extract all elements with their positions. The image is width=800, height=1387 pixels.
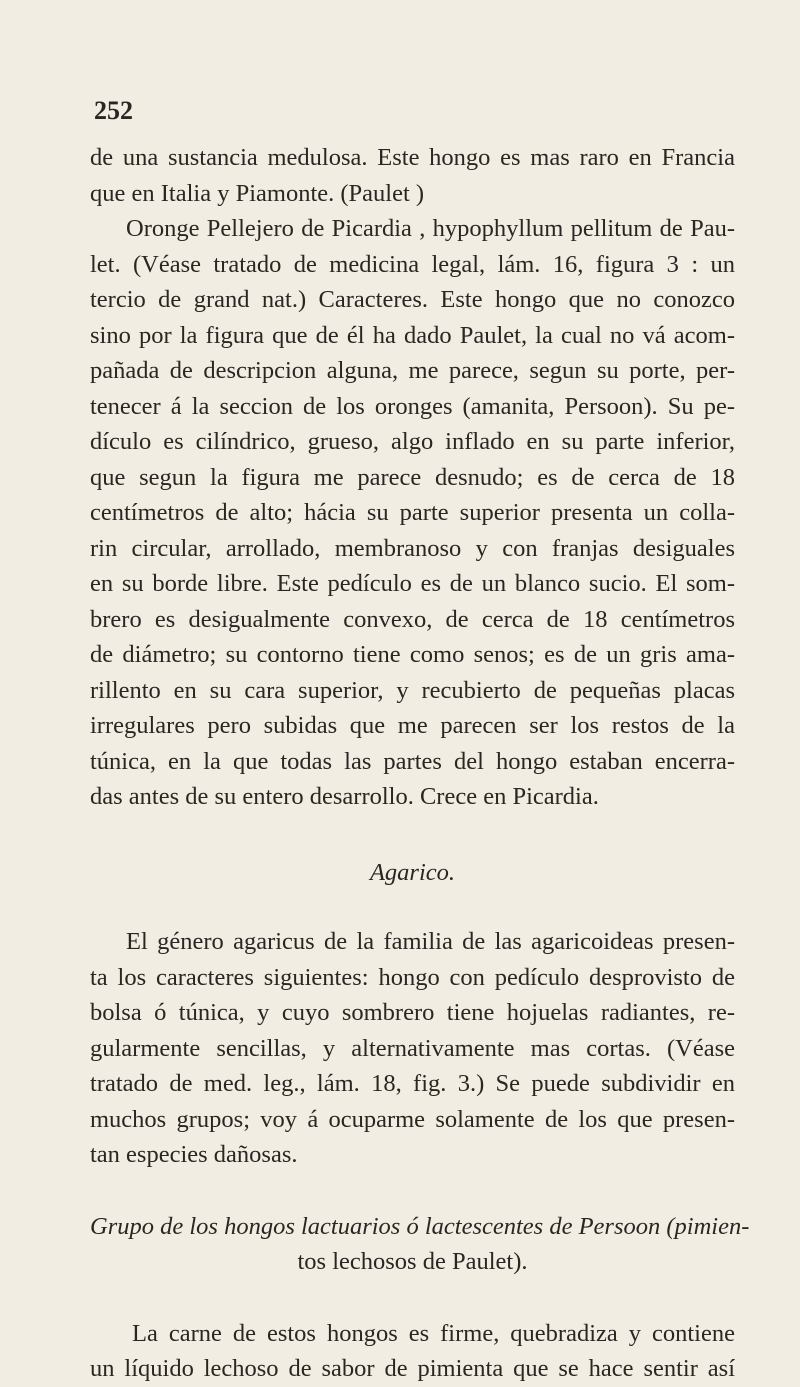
text-line: tratado de med. leg., lám. 18, fig. 3.) Se puede subdividir en xyxy=(90,1070,735,1097)
section-heading-agarico: Agarico. xyxy=(369,858,456,886)
text-line: bolsa ó túnica, y cuyo sombrero tiene hojuelas radiantes, re- xyxy=(90,999,735,1026)
text-line: muchos grupos; voy á ocuparme solamente de los que presen- xyxy=(90,1105,735,1133)
text-line: rin circular, arrollado, membranoso y con franjas desiguales xyxy=(90,534,735,562)
text-line: de diámetro; su contorno tiene como senos; es de un gris ama- xyxy=(90,641,735,668)
paragraph-oronge-pellejero xyxy=(90,140,735,815)
paragraph-carne xyxy=(90,1316,735,1387)
spacer xyxy=(90,1173,735,1209)
text-line: tos lechosos de Paulet). xyxy=(297,1248,528,1275)
text-line: rillento en su cara superior, y recubierto de pequeñas placas xyxy=(90,676,735,704)
subheading-lactuarios xyxy=(90,1209,750,1280)
text-line: que segun la figura me parece desnudo; es de cerca de 18 xyxy=(90,463,735,491)
text-line: tenecer á la seccion de los oronges (amanita, Persoon). Su pe- xyxy=(90,392,735,420)
text-line: let. (Véase tratado de medicina legal, lám. 16, figura 3 : un xyxy=(90,250,735,278)
text-line: túnica, en la que todas las partes del hongo estaban encerra- xyxy=(90,747,735,775)
text-line: centímetros de alto; hácia su parte superior presenta un colla- xyxy=(90,499,735,526)
text-line: tercio de grand nat.) Caracteres. Este hongo que no conozco xyxy=(90,286,735,313)
text-line: en su borde libre. Este pedículo es de un blanco sucio. El som- xyxy=(90,570,735,597)
paragraph-agaricus xyxy=(90,924,735,1173)
text-line: tan especies dañosas. xyxy=(90,1141,298,1168)
text-line: sino por la figura que de él ha dado Paulet, la cual no vá acom- xyxy=(90,321,735,349)
text-line: un líquido lechoso de sabor de pimienta que se hace sentir así xyxy=(90,1355,735,1382)
text-line: La carne de estos hongos es firme, quebradiza y contiene xyxy=(132,1319,735,1347)
text-line: brero es desigualmente convexo, de cerca de 18 centímetros xyxy=(90,605,735,633)
text-line: pañada de descripcion alguna, me parece, segun su porte, per- xyxy=(90,357,735,384)
text-line: El género agaricus de la familia de las agaricoideas presen- xyxy=(126,928,735,955)
text-line: ta los caracteres siguientes: hongo con pedículo desprovisto de xyxy=(90,963,735,991)
text-line: Oronge Pellejero de Picardia , hypophyllum pellitum de Pau- xyxy=(126,215,735,242)
text-line: que en Italia y Piamonte. (Paulet ) xyxy=(90,179,425,207)
text-line: das antes de su entero desarrollo. Crece en Picardia. xyxy=(90,783,599,810)
text-line: gularmente sencillas, y alternativamente mas cortas. (Véase xyxy=(90,1034,735,1062)
text-line: irregulares pero subidas que me parecen ser los restos de la xyxy=(90,712,735,739)
page-number: 252 xyxy=(94,96,133,125)
page-body xyxy=(90,140,750,1387)
spacer xyxy=(90,1280,735,1316)
text-line: de una sustancia medulosa. Este hongo es mas raro en Francia xyxy=(90,144,735,171)
text-line: dículo es cilíndrico, grueso, algo inflado en su parte inferior, xyxy=(90,428,735,455)
text-line: Grupo de los hongos lactuarios ó lactescentes de Persoon (pimien- xyxy=(90,1212,750,1240)
